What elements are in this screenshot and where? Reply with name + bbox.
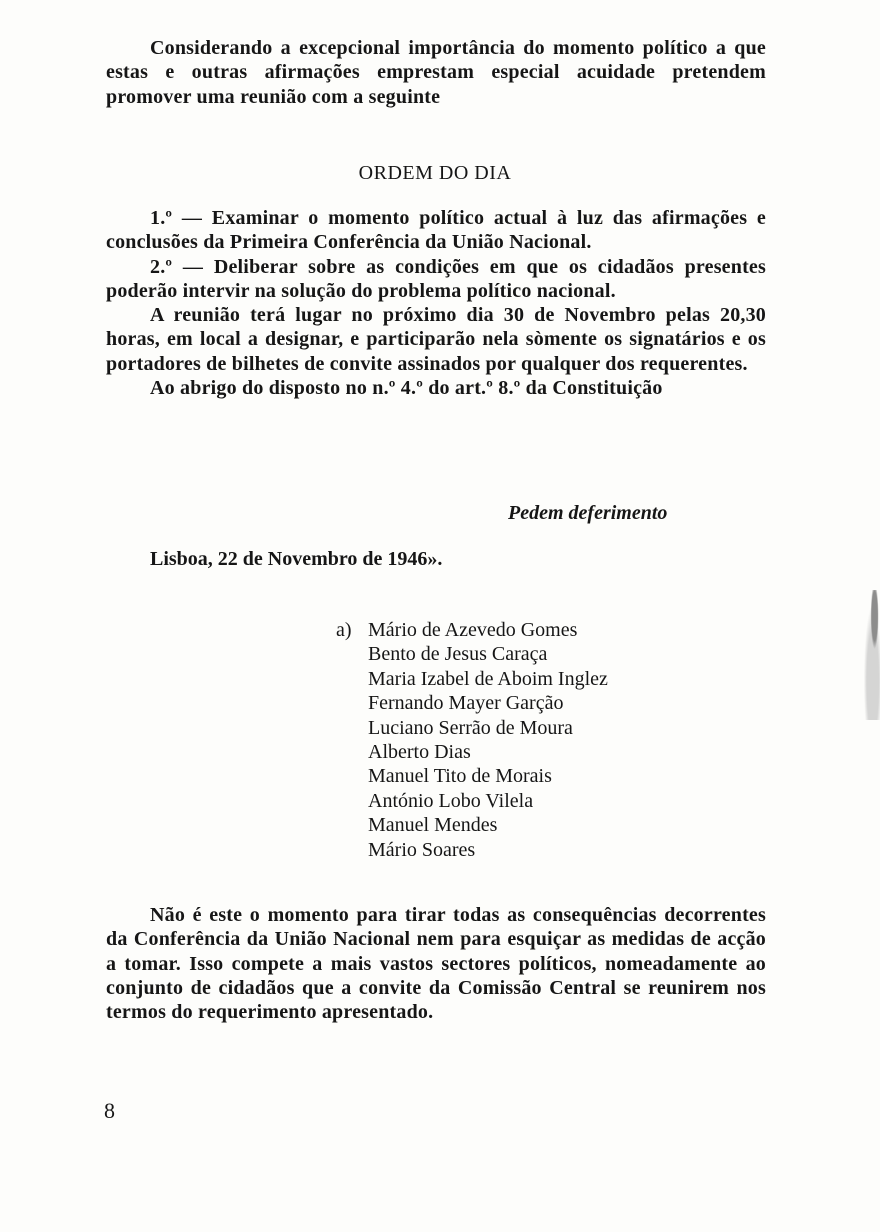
signature-row: Luciano Serrão de Moura (368, 716, 573, 739)
signature-row: Mário Soares (368, 838, 476, 861)
agenda-item-1: 1.º — Examinar o momento político actual à luz das afirmações e conclusões da Primeira Conferência da União Nacional. (106, 207, 766, 254)
signature-row: Manuel Mendes (368, 814, 498, 837)
signature-row: Fernando Mayer Garção (368, 692, 564, 715)
intro-paragraph (106, 36, 766, 109)
ink-blot (862, 590, 880, 720)
signature-row: Maria Izabel de Aboim Inglez (368, 667, 608, 690)
meeting-details: A reunião terá lugar no próximo dia 30 de Novembro pelas 20,30 horas, em local a designar, e participarão nela sòmente os signatários e os portadores de bilhetes de convite assinados por qualquer dos requerentes. (106, 304, 766, 375)
agenda-item-2: 2.º — Deliberar sobre as condições em que os cidadãos presentes poderão intervir na solução do problema político nacional. (106, 255, 766, 302)
petition-line: Pedem deferimento (508, 502, 668, 524)
closing-paragraph (106, 903, 766, 1024)
dateline: Lisboa, 22 de Novembro de 1946». (150, 548, 443, 570)
signature-row: Alberto Dias (368, 741, 471, 764)
signature-list (336, 618, 608, 862)
signature-label: a) (336, 619, 352, 641)
closing-text: Não é este o momento para tirar todas as consequências decorrentes da Conferência da União Nacional nem para esquiçar as medidas de acção a tomar. Isso compete a mais vastos sectores políticos, nomeadamente ao conjunto de cidadãos que a convite da Comissão Central se reunirem nos termos do requerimento apresentado. (106, 904, 766, 1024)
legal-basis: Ao abrigo do disposto no n.º 4.º do art.º 8.º da Constituição (150, 377, 663, 400)
page-number: 8 (104, 1098, 115, 1123)
signature-row: Bento de Jesus Caraça (368, 643, 548, 666)
agenda-heading: ORDEM DO DIA (358, 162, 512, 184)
intro-text: Considerando a excepcional importância do momento político a que estas e outras afirmações emprestam especial acuidade pretendem promover uma reunião com a seguinte (106, 37, 766, 108)
agenda-items (106, 206, 766, 400)
signature-row (336, 618, 608, 642)
signature-name: Mário de Azevedo Gomes (368, 619, 578, 641)
signature-row: António Lobo Vilela (368, 789, 534, 812)
signature-row: Manuel Tito de Morais (368, 765, 552, 788)
